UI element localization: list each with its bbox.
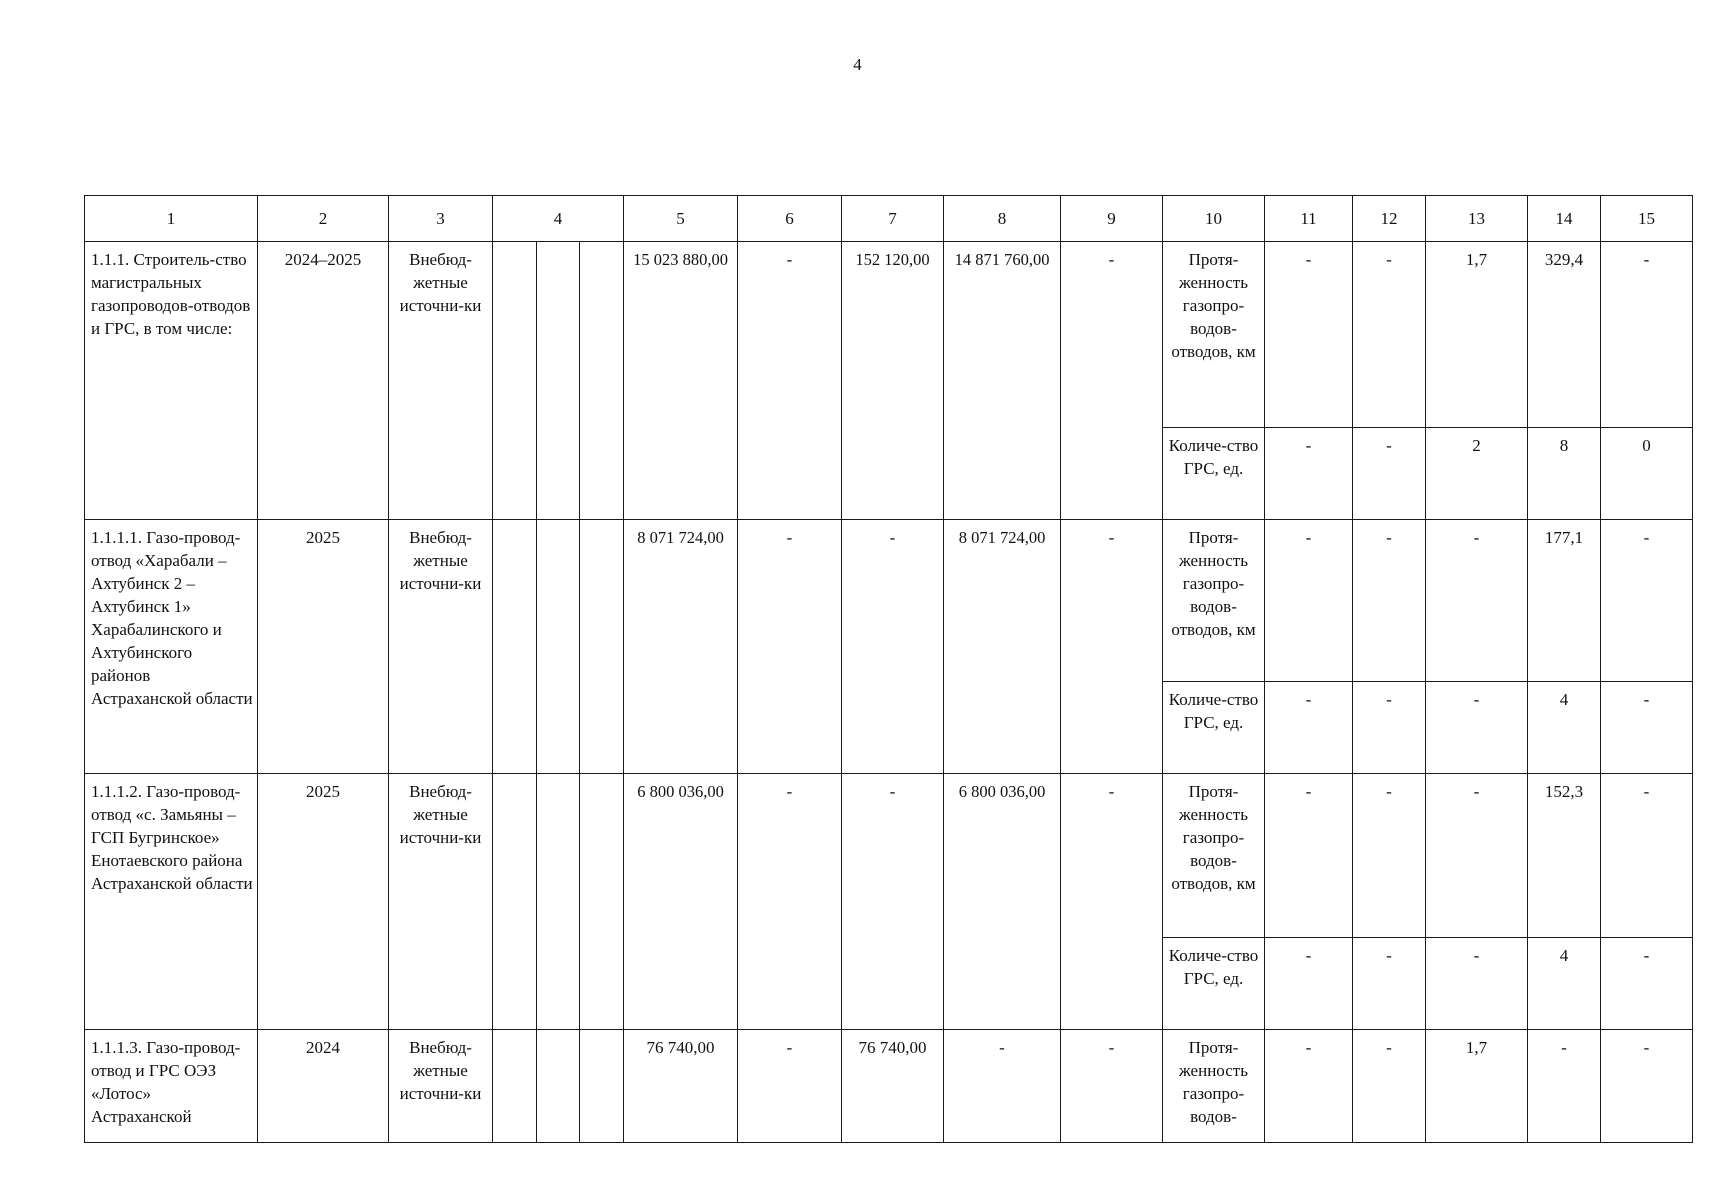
table-row bbox=[85, 242, 1693, 428]
indicator-value-15: - bbox=[1601, 1030, 1693, 1143]
indicator-value-12: - bbox=[1353, 682, 1426, 774]
indicator-value-11: - bbox=[1265, 774, 1353, 938]
header-col-7: 7 bbox=[842, 196, 944, 242]
indicator-value-12: - bbox=[1353, 1030, 1426, 1143]
indicator-label: Протя-женность газопро-водов- bbox=[1163, 1030, 1265, 1143]
indicator-label: Протя-женность газопро-водов-отводов, км bbox=[1163, 242, 1265, 428]
table-row bbox=[85, 1030, 1693, 1143]
indicator-value-12: - bbox=[1353, 520, 1426, 682]
indicator-value-13: - bbox=[1426, 938, 1528, 1030]
indicator-value-11: - bbox=[1265, 938, 1353, 1030]
header-col-13: 13 bbox=[1426, 196, 1528, 242]
indicator-value-12: - bbox=[1353, 242, 1426, 428]
indicator-value-11: - bbox=[1265, 242, 1353, 428]
indicator-label: Количе-ство ГРС, ед. bbox=[1163, 682, 1265, 774]
amount-col-8: 6 800 036,00 bbox=[944, 774, 1061, 1030]
header-col-1: 1 bbox=[85, 196, 258, 242]
total-amount: 15 023 880,00 bbox=[624, 242, 738, 520]
indicator-value-15: - bbox=[1601, 938, 1693, 1030]
indicator-value-12: - bbox=[1353, 428, 1426, 520]
table-row bbox=[85, 774, 1693, 938]
amount-col-7: - bbox=[842, 520, 944, 774]
indicator-value-14: - bbox=[1528, 1030, 1601, 1143]
total-amount: 6 800 036,00 bbox=[624, 774, 738, 1030]
funding-source: Внебюд-жетные источни-ки bbox=[389, 520, 493, 774]
amount-col-9: - bbox=[1061, 520, 1163, 774]
column-4-subcells bbox=[493, 1030, 624, 1143]
indicator-value-13: - bbox=[1426, 682, 1528, 774]
amount-col-7: 76 740,00 bbox=[842, 1030, 944, 1143]
indicator-value-13: 2 bbox=[1426, 428, 1528, 520]
indicator-value-15: - bbox=[1601, 682, 1693, 774]
indicator-value-13: - bbox=[1426, 520, 1528, 682]
amount-col-6: - bbox=[738, 242, 842, 520]
funding-source: Внебюд-жетные источни-ки bbox=[389, 774, 493, 1030]
indicator-value-15: - bbox=[1601, 774, 1693, 938]
column-4-subcells bbox=[493, 520, 624, 774]
funding-source: Внебюд-жетные источни-ки bbox=[389, 1030, 493, 1143]
page-number: 4 bbox=[853, 55, 862, 74]
indicator-label: Количе-ство ГРС, ед. bbox=[1163, 938, 1265, 1030]
amount-col-8: 8 071 724,00 bbox=[944, 520, 1061, 774]
indicator-value-11: - bbox=[1265, 520, 1353, 682]
event-period: 2024 bbox=[258, 1030, 389, 1143]
column-4-subcells bbox=[493, 774, 624, 1030]
indicator-value-14: 329,4 bbox=[1528, 242, 1601, 428]
event-period: 2025 bbox=[258, 520, 389, 774]
amount-col-8: 14 871 760,00 bbox=[944, 242, 1061, 520]
indicator-value-14: 8 bbox=[1528, 428, 1601, 520]
table-row bbox=[85, 520, 1693, 682]
column-4-subcells bbox=[493, 242, 624, 520]
amount-col-9: - bbox=[1061, 774, 1163, 1030]
header-col-4: 4 bbox=[493, 196, 624, 242]
indicator-value-11: - bbox=[1265, 1030, 1353, 1143]
header-col-8: 8 bbox=[944, 196, 1061, 242]
indicator-value-12: - bbox=[1353, 774, 1426, 938]
indicator-value-15: - bbox=[1601, 520, 1693, 682]
indicator-value-12: - bbox=[1353, 938, 1426, 1030]
total-amount: 76 740,00 bbox=[624, 1030, 738, 1143]
event-name: 1.1.1. Строитель-ство магистральных газопроводов-отводов и ГРС, в том числе: bbox=[85, 242, 258, 520]
indicator-value-13: 1,7 bbox=[1426, 1030, 1528, 1143]
indicator-label: Количе-ство ГРС, ед. bbox=[1163, 428, 1265, 520]
indicator-value-11: - bbox=[1265, 428, 1353, 520]
event-period: 2024–2025 bbox=[258, 242, 389, 520]
funding-source: Внебюд-жетные источни-ки bbox=[389, 242, 493, 520]
indicator-value-14: 152,3 bbox=[1528, 774, 1601, 938]
header-col-14: 14 bbox=[1528, 196, 1601, 242]
indicator-label: Протя-женность газопро-водов-отводов, км bbox=[1163, 520, 1265, 682]
amount-col-7: 152 120,00 bbox=[842, 242, 944, 520]
header-col-6: 6 bbox=[738, 196, 842, 242]
amount-col-6: - bbox=[738, 520, 842, 774]
indicator-value-13: 1,7 bbox=[1426, 242, 1528, 428]
indicator-value-14: 177,1 bbox=[1528, 520, 1601, 682]
event-name: 1.1.1.3. Газо-провод-отвод и ГРС ОЭЗ «Лотос» Астраханской bbox=[85, 1030, 258, 1143]
header-col-3: 3 bbox=[389, 196, 493, 242]
amount-col-6: - bbox=[738, 774, 842, 1030]
header-col-15: 15 bbox=[1601, 196, 1693, 242]
header-col-12: 12 bbox=[1353, 196, 1426, 242]
indicator-value-15: - bbox=[1601, 242, 1693, 428]
event-name: 1.1.1.2. Газо-провод-отвод «с. Замьяны – ГСП Бугринское» Енотаевского района Астраханской области bbox=[85, 774, 258, 1030]
program-table bbox=[84, 195, 1693, 1143]
indicator-value-15: 0 bbox=[1601, 428, 1693, 520]
header-col-2: 2 bbox=[258, 196, 389, 242]
event-name: 1.1.1.1. Газо-провод-отвод «Харабали – Ахтубинск 2 – Ахтубинск 1» Харабалинского и Ахтубинского районов Астраханской области bbox=[85, 520, 258, 774]
total-amount: 8 071 724,00 bbox=[624, 520, 738, 774]
amount-col-9: - bbox=[1061, 242, 1163, 520]
indicator-value-14: 4 bbox=[1528, 938, 1601, 1030]
amount-col-7: - bbox=[842, 774, 944, 1030]
amount-col-8: - bbox=[944, 1030, 1061, 1143]
event-period: 2025 bbox=[258, 774, 389, 1030]
indicator-value-13: - bbox=[1426, 774, 1528, 938]
header-row bbox=[85, 196, 1693, 242]
amount-col-6: - bbox=[738, 1030, 842, 1143]
header-col-5: 5 bbox=[624, 196, 738, 242]
header-col-11: 11 bbox=[1265, 196, 1353, 242]
indicator-value-11: - bbox=[1265, 682, 1353, 774]
header-col-9: 9 bbox=[1061, 196, 1163, 242]
amount-col-9: - bbox=[1061, 1030, 1163, 1143]
indicator-value-14: 4 bbox=[1528, 682, 1601, 774]
header-col-10: 10 bbox=[1163, 196, 1265, 242]
indicator-label: Протя-женность газопро-водов-отводов, км bbox=[1163, 774, 1265, 938]
